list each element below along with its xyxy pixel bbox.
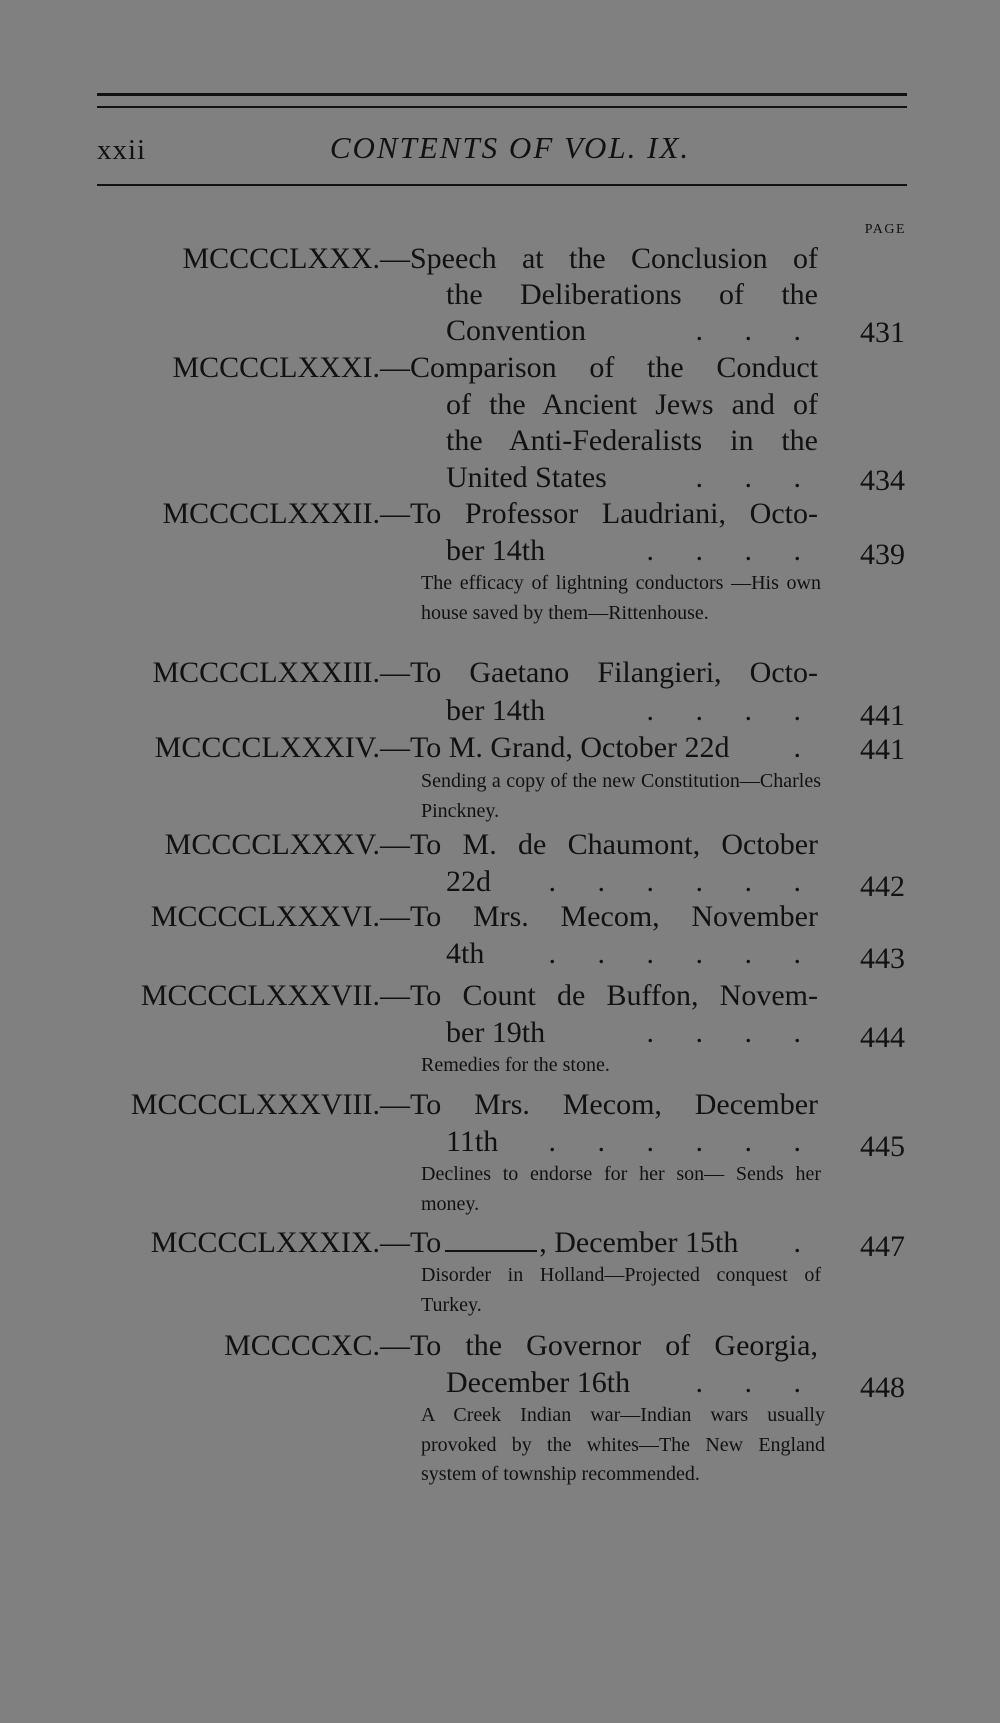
entry-title-line: —To Mrs. Mecom, December — [380, 1088, 818, 1121]
entry-page-number: 442 — [860, 870, 905, 903]
entry-title-line: United States . . . — [446, 461, 818, 494]
entry-summary: Remedies for the stone. — [421, 1054, 610, 1076]
entry-page-number: 434 — [860, 464, 905, 497]
entry-numeral: MCCCCLXXXIII. — [152, 656, 380, 689]
entry-page-number: 448 — [860, 1371, 905, 1404]
page-column-label: PAGE — [864, 222, 906, 237]
entry-numeral: MCCCCLXXXVII. — [140, 979, 380, 1012]
entry-title-line: —Speech at the Conclusion of — [380, 242, 818, 275]
entry-page-number: 441 — [860, 733, 905, 766]
entry-numeral: MCCCCLXXXI. — [172, 351, 380, 384]
entry-summary: Disorder in Holland—Projected conquest of Turkey. — [421, 1264, 821, 1316]
entry-title-line: —To M. de Chaumont, October — [380, 828, 818, 861]
entry-summary: The efficacy of lightning conductors —His own house saved by them—Rittenhouse. — [421, 572, 821, 624]
entry-title-line: ber 14th . . . . — [446, 694, 818, 727]
entry-title-line: Convention . . . — [446, 314, 818, 347]
entry-title-line: of the Ancient Jews and of — [446, 388, 818, 421]
entry-title-line: —To , December 15th . — [380, 1226, 818, 1259]
entry-numeral: MCCCCLXXXIX. — [150, 1226, 380, 1259]
entry-title-line: —To Professor Laudriani, Octo- — [380, 497, 818, 530]
entry-title-line: 22d . . . . . . — [446, 865, 818, 898]
entry-title-line: —To M. Grand, October 22d . — [380, 731, 818, 764]
entry-numeral: MCCCCLXXXVI. — [150, 900, 380, 933]
entry-title-line: the Deliberations of the — [446, 278, 818, 311]
entry-title-line: —To the Governor of Georgia, — [380, 1329, 818, 1362]
recipient-blank-line — [445, 1250, 537, 1252]
entry-title-line: —To Gaetano Filangieri, Octo- — [380, 656, 818, 689]
entry-page-number: 439 — [860, 538, 905, 571]
entry-title-line: —To Mrs. Mecom, November — [380, 900, 818, 933]
entry-summary: Declines to endorse for her son— Sends her money. — [421, 1163, 821, 1215]
entry-page-number: 445 — [860, 1130, 905, 1163]
entry-title-line: ber 14th . . . . — [446, 534, 818, 567]
entry-summary: A Creek Indian war—Indian wars usually provoked by the whites—The New England system of township recommended. — [421, 1404, 825, 1485]
entry-page-number: 441 — [860, 699, 905, 732]
page-folio: xxii — [97, 134, 147, 166]
entry-title-line: —Comparison of the Conduct — [380, 351, 818, 384]
running-title: CONTENTS OF VOL. IX. — [329, 130, 691, 165]
entry-numeral: MCCCCLXXXVIII. — [130, 1088, 380, 1121]
entry-numeral: MCCCCLXXXIV. — [154, 731, 380, 764]
entry-title-line: December 16th . . . — [446, 1366, 818, 1399]
entry-numeral: MCCCCLXXXII. — [162, 497, 380, 530]
entry-page-number: 443 — [860, 942, 905, 975]
entry-page-number: 431 — [860, 316, 905, 349]
entry-numeral: MCCCCXC. — [224, 1329, 380, 1362]
entry-numeral: MCCCCLXXX. — [182, 242, 380, 275]
entry-title-line: 4th . . . . . . — [446, 937, 818, 970]
entry-title-line: ber 19th . . . . — [446, 1016, 818, 1049]
entry-summary: Sending a copy of the new Constitution—Charles Pinckney. — [421, 770, 821, 822]
entry-title-line: 11th . . . . . . — [446, 1125, 818, 1158]
entry-page-number: 447 — [860, 1230, 905, 1263]
entry-title-line: —To Count de Buffon, Novem- — [380, 979, 818, 1012]
entry-numeral: MCCCCLXXXV. — [164, 828, 380, 861]
entry-page-number: 444 — [860, 1021, 905, 1054]
entry-title-line: the Anti-Federalists in the — [446, 424, 818, 457]
